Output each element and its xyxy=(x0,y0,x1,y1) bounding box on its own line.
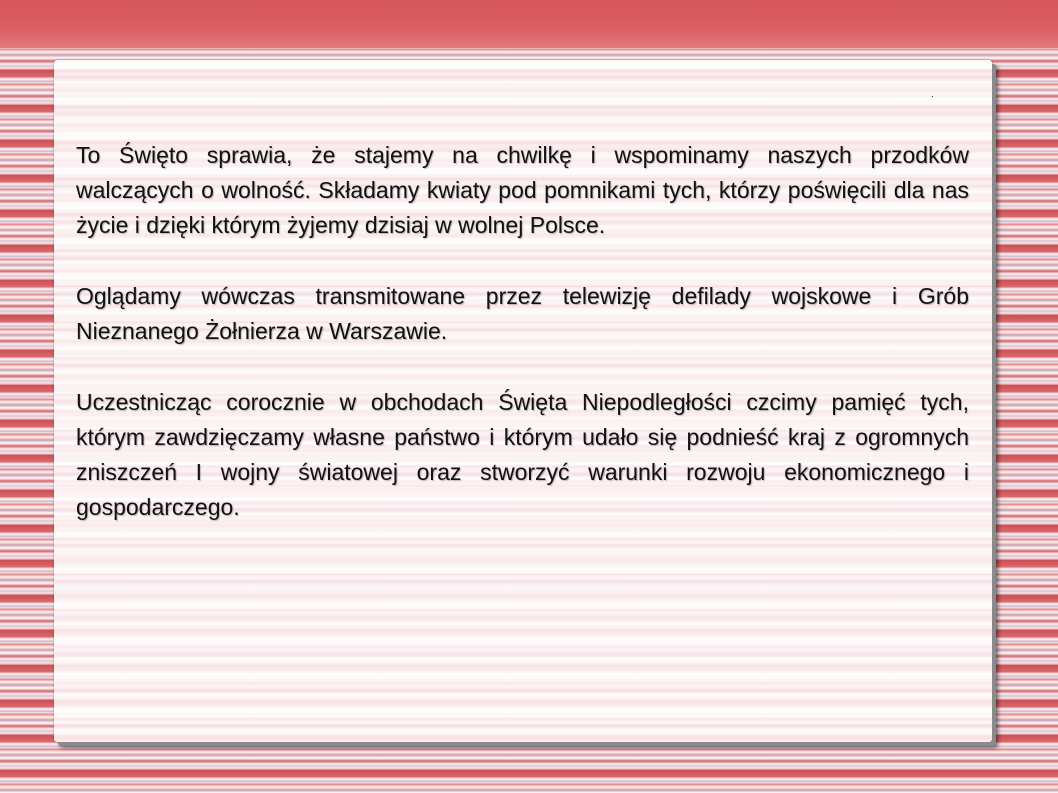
paragraph-3: Uczestnicząc corocznie w obchodach Święta Niepodległości czcimy pamięć tych, którym zawdzięczamy własne państwo i którym udało się podnieść kraj z ogromnych zniszczeń I wojny światowej oraz stworzyć warunki rozwoju ekonomicznego i gospodarczego. xyxy=(76,389,969,520)
slide-text-body xyxy=(76,138,969,561)
slide-marker-dot: . xyxy=(931,89,934,100)
background-top-band xyxy=(0,0,1058,48)
paragraph-1: To Święto sprawia, że stajemy na chwilkę i wspominamy naszych przodków walczących o wolność. Składamy kwiaty pod pomnikami tych, którzy poświęcili dla nas życie i dzięki którym żyjemy dzisiaj w wolnej Polsce. xyxy=(76,142,969,238)
paragraph-2: Oglądamy wówczas transmitowane przez telewizję defilady wojskowe i Grób Nieznanego Żołnierza w Warszawie. xyxy=(76,283,969,344)
